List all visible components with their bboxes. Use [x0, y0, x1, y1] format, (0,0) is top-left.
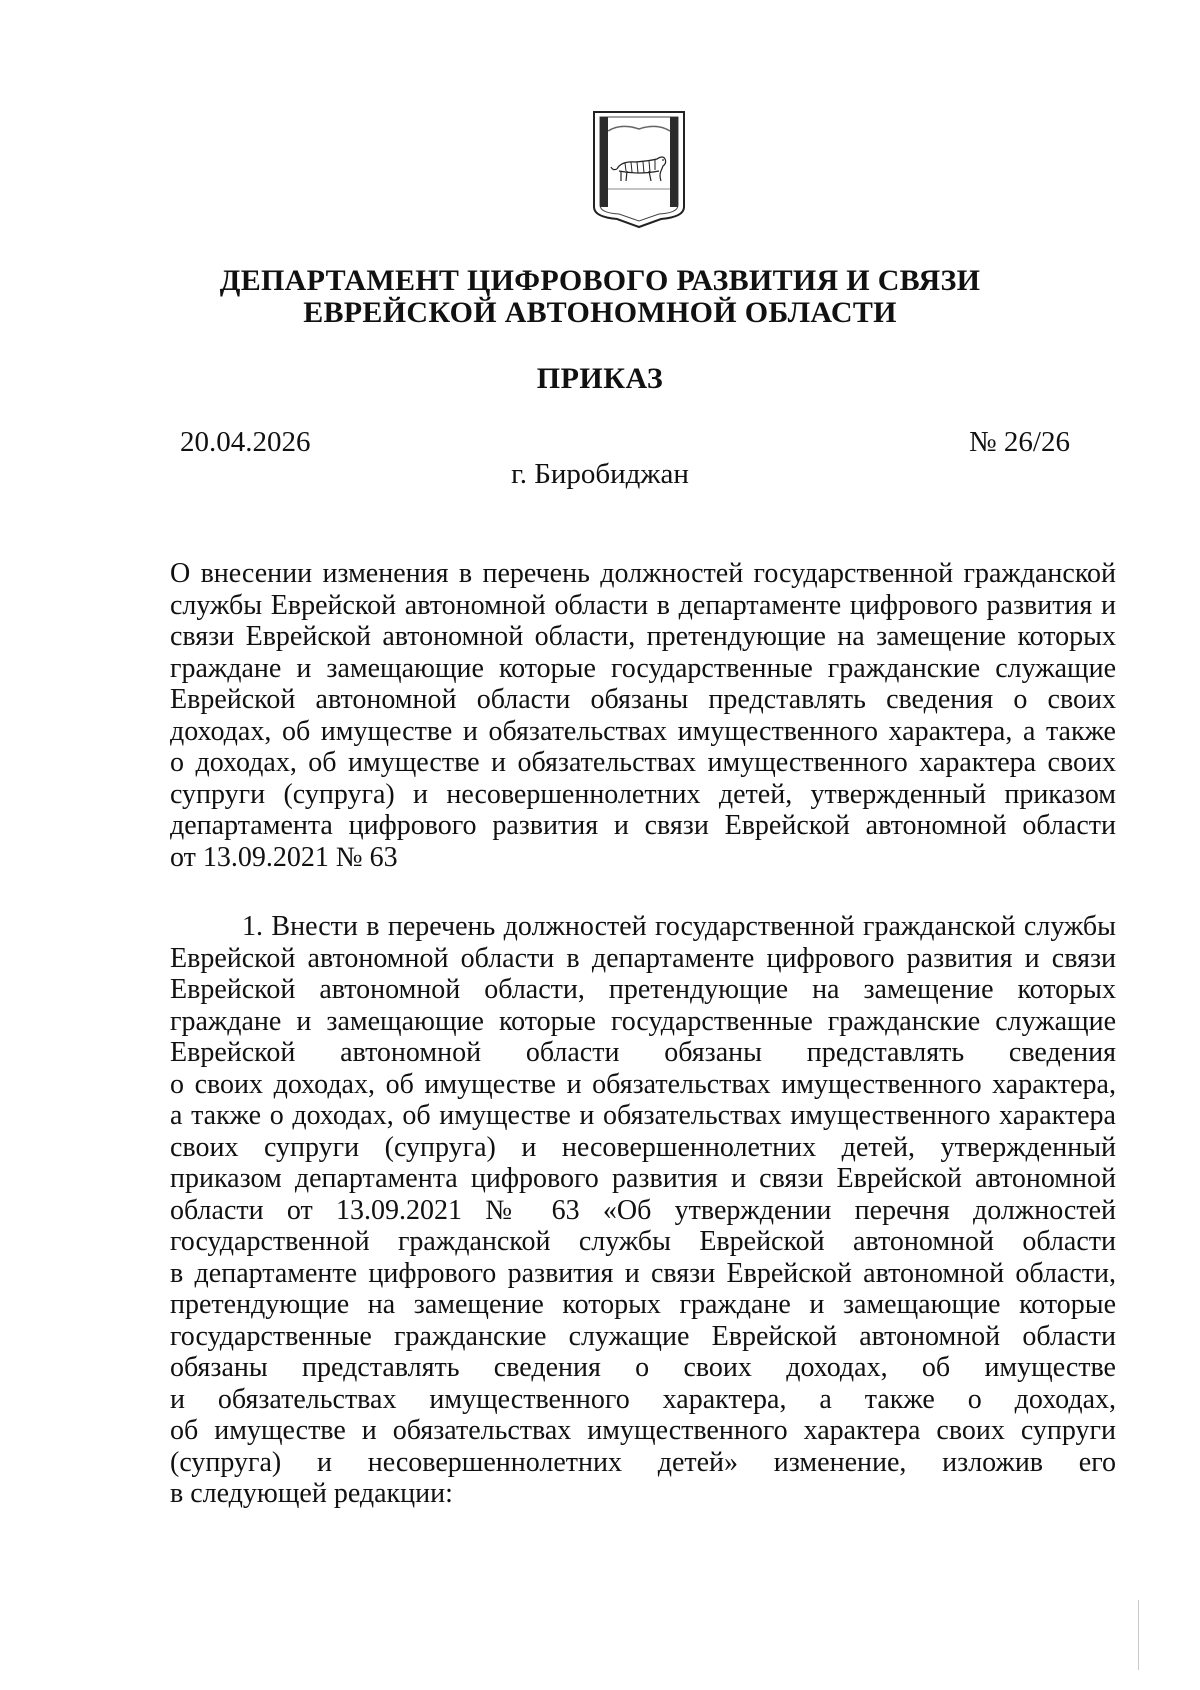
subject-line: граждане и замещающие которые государственные гражданские служащие	[170, 652, 1116, 684]
body-line: Еврейской автономной области обязаны представлять сведения	[170, 1037, 1116, 1068]
body-line: приказом департамента цифрового развития и связи Еврейской автономной	[170, 1163, 1116, 1194]
body-line: Еврейской автономной области в департаменте цифрового развития и связи	[170, 942, 1116, 974]
document-number: № 26/26	[969, 426, 1070, 458]
subject-line: Еврейской автономной области обязаны представлять сведения о своих	[170, 684, 1116, 715]
document-body-paragraph-1	[170, 911, 1116, 1510]
document-date: 20.04.2026	[180, 426, 311, 458]
document-subject	[170, 558, 1116, 873]
body-line: граждане и замещающие которые государственные гражданские служащие	[170, 1005, 1116, 1037]
subject-line: от 13.09.2021 № 63	[170, 841, 398, 873]
subject-line: супруги (супруга) и несовершеннолетних детей, утвержденный приказом	[170, 778, 1116, 810]
subject-line: о доходах, об имуществе и обязательствах имущественного характера своих	[170, 747, 1116, 778]
body-line: Еврейской автономной области, претендующие на замещение которых	[170, 974, 1116, 1005]
body-line: в департаменте цифрового развития и связи Еврейской автономной области,	[170, 1257, 1116, 1289]
document-type: ПРИКАЗ	[536, 362, 664, 395]
body-line: (супруга) и несовершеннолетних детей» изменение, изложив его	[170, 1446, 1116, 1478]
body-line: обязаны представлять сведения о своих доходах, об имуществе	[170, 1352, 1116, 1383]
document-city: г. Биробиджан	[511, 458, 689, 490]
subject-line: доходах, об имуществе и обязательствах имущественного характера, а также	[170, 715, 1116, 747]
body-line: претендующие на замещение которых граждане и замещающие которые	[170, 1289, 1116, 1320]
subject-line: департамента цифрового развития и связи Еврейской автономной области	[170, 810, 1116, 841]
body-line: области от 13.09.2021 № 63 «Об утверждении перечня должностей	[170, 1194, 1116, 1226]
body-line: а также о доходах, об имуществе и обязательствах имущественного характера	[170, 1100, 1116, 1131]
body-line: государственной гражданской службы Еврейской автономной области	[170, 1226, 1116, 1257]
body-line: в следующей редакции:	[170, 1478, 453, 1509]
department-title-line-1: ДЕПАРТАМЕНТ ЦИФРОВОГО РАЗВИТИЯ И СВЯЗИ	[219, 264, 981, 297]
subject-line: связи Еврейской автономной области, претендующие на замещение которых	[170, 621, 1116, 652]
body-line: и обязательствах имущественного характера, а также о доходах,	[170, 1383, 1116, 1415]
body-line: государственные гражданские служащие Еврейской автономной области	[170, 1320, 1116, 1352]
subject-line: службы Еврейской автономной области в департаменте цифрового развития и	[170, 589, 1116, 621]
subject-line: О внесении изменения в перечень должностей государственной гражданской	[170, 558, 1116, 589]
scan-edge-mark	[1138, 1600, 1139, 1670]
body-line: о своих доходах, об имуществе и обязательствах имущественного характера,	[170, 1068, 1116, 1100]
coat-of-arms-icon	[591, 109, 687, 231]
body-line: 1. Внести в перечень должностей государственной гражданской службы	[242, 911, 1116, 942]
body-line: об имуществе и обязательствах имущественного характера своих супруги	[170, 1415, 1116, 1446]
body-line: своих супруги (супруга) и несовершеннолетних детей, утвержденный	[170, 1131, 1116, 1163]
department-title-line-2: ЕВРЕЙСКОЙ АВТОНОМНОЙ ОБЛАСТИ	[303, 296, 897, 329]
